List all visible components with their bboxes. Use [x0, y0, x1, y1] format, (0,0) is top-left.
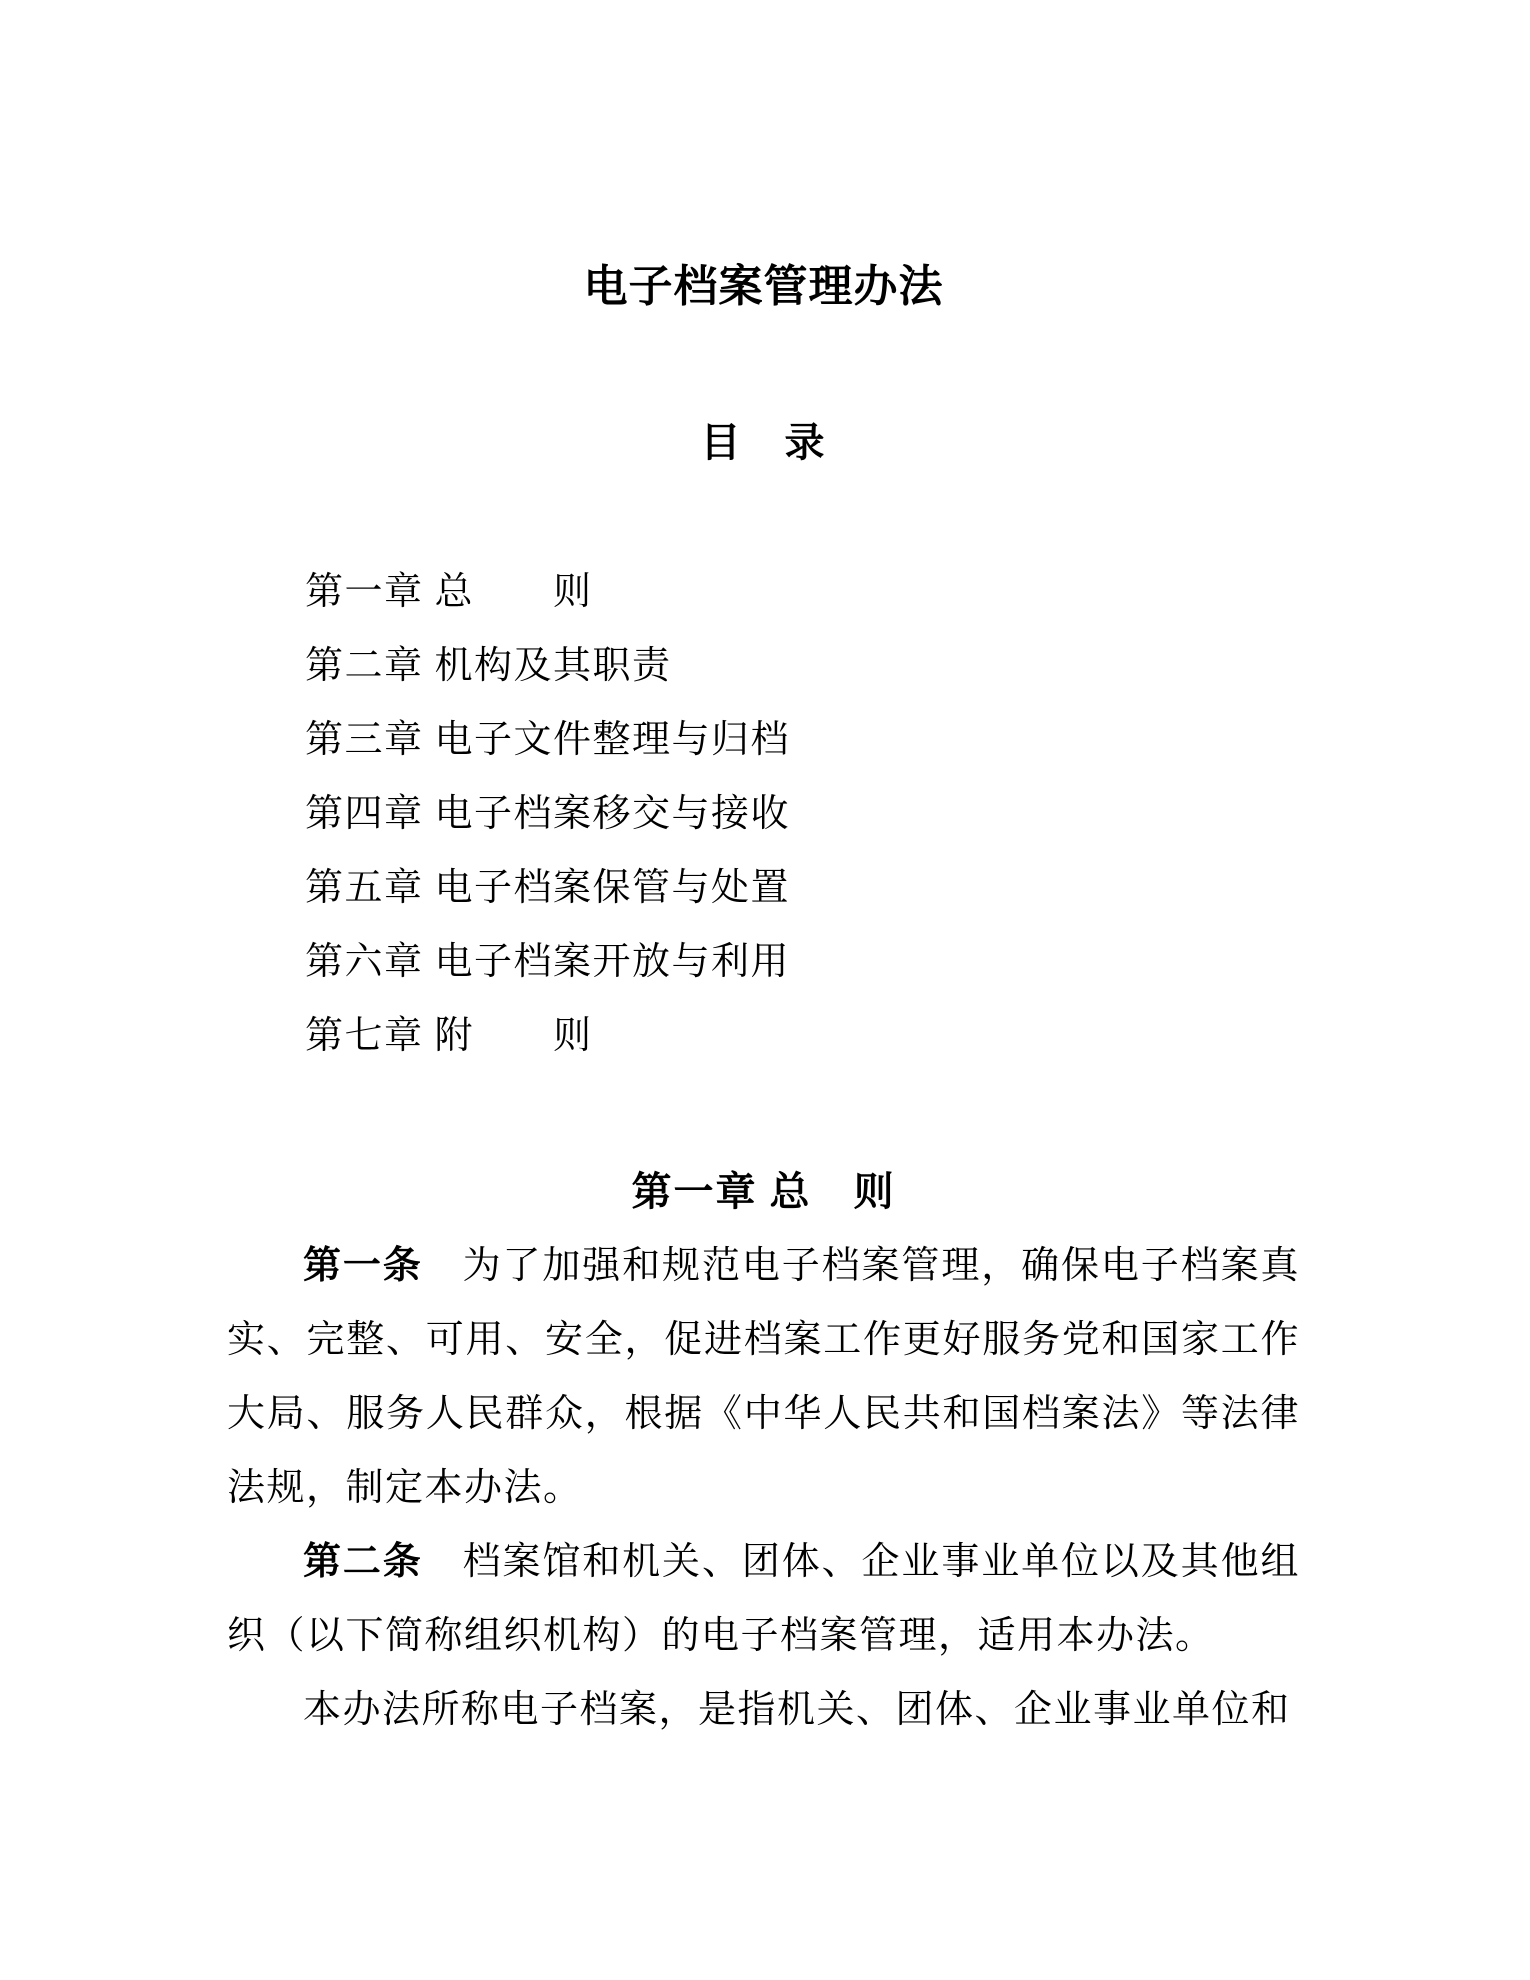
toc-list — [227, 555, 1300, 1073]
article-2-continuation-text: 本办法所称电子档案，是指机关、团体、企业事业单位和 — [303, 1688, 1291, 1731]
toc-item-chapter-3: 第三章 电子文件整理与归档 — [305, 718, 791, 761]
chapter-1-heading: 第一章 总 则 — [631, 1168, 896, 1214]
article-1-text: 为了加强和规范电子档案管理，确保电子档案真实、完整、可用、安全，促进档案工作更好服务党和国家工作大局、服务人民群众，根据《中华人民共和国档案法》等法律法规，制定本办法。 — [227, 1244, 1300, 1509]
paragraph-article-1 — [227, 1229, 1300, 1525]
toc-item-chapter-4: 第四章 电子档案移交与接收 — [305, 792, 791, 835]
toc-item-chapter-2: 第二章 机构及其职责 — [305, 644, 672, 687]
chapter-1-body — [227, 1229, 1300, 1747]
document-title: 电子档案管理办法 — [583, 262, 944, 311]
article-1-label: 第一条 — [303, 1244, 423, 1287]
toc-item-chapter-5: 第五章 电子档案保管与处置 — [305, 866, 791, 909]
document-content — [227, 263, 1300, 1747]
toc-item-chapter-7: 第七章 附 则 — [305, 1014, 593, 1057]
toc-heading: 目 录 — [700, 419, 827, 465]
paragraph-article-2 — [227, 1525, 1300, 1673]
article-2-text: 档案馆和机关、团体、企业事业单位以及其他组织（以下简称组织机构）的电子档案管理，适用本办法。 — [227, 1540, 1300, 1657]
paragraph-article-2-continuation — [227, 1673, 1300, 1747]
toc-item-chapter-1: 第一章 总 则 — [305, 570, 593, 613]
article-2-label: 第二条 — [303, 1540, 423, 1583]
toc-item-chapter-6: 第六章 电子档案开放与利用 — [305, 940, 791, 983]
